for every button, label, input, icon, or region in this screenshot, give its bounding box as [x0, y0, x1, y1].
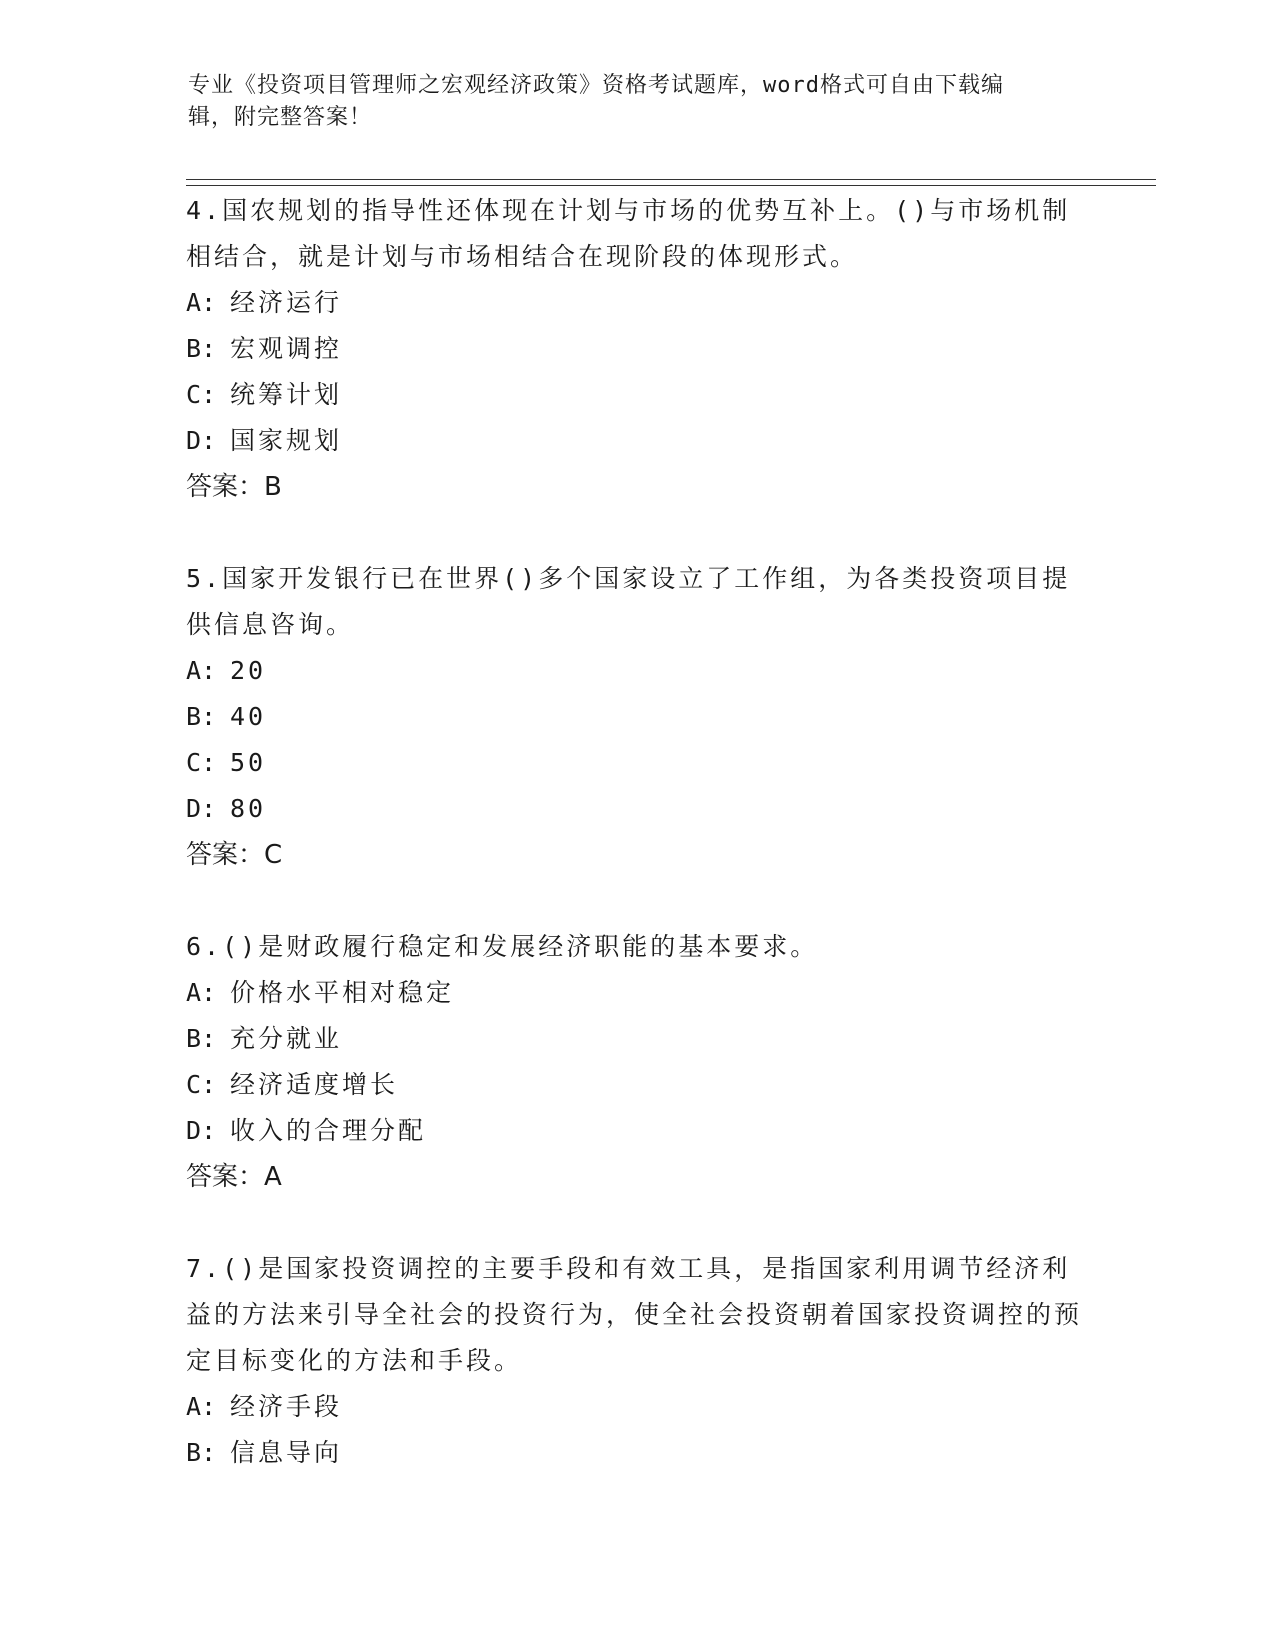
answer-line: 答案：C — [186, 840, 283, 870]
option-b — [186, 694, 1086, 740]
option-d — [186, 1108, 1086, 1154]
spacer — [186, 878, 1086, 924]
option-text: 统筹计划 — [230, 380, 343, 409]
option-c — [186, 740, 1086, 786]
question-6 — [186, 924, 1086, 1200]
question-list — [186, 188, 1086, 1476]
option-text: 经济手段 — [230, 1392, 343, 1421]
option-c — [186, 1062, 1086, 1108]
question-stem: 6.()是财政履行稳定和发展经济职能的基本要求。 — [186, 932, 819, 961]
option-key: D: — [186, 1116, 217, 1145]
question-stem: 7.()是国家投资调控的主要手段和有效工具，是指国家利用调节经济利益的方法来引导全社会的投资行为，使全社会投资朝着国家投资调控的预定目标变化的方法和手段。 — [186, 1254, 1083, 1375]
question-5 — [186, 556, 1086, 878]
option-a — [186, 1384, 1086, 1430]
header-divider-top — [186, 179, 1156, 180]
option-d — [186, 418, 1086, 464]
option-key: C: — [186, 380, 217, 409]
option-b — [186, 1430, 1086, 1476]
option-a — [186, 970, 1086, 1016]
option-key: A: — [186, 978, 217, 1007]
header-line-2: 辑，附完整答案！ — [188, 105, 373, 130]
option-text: 20 — [230, 656, 267, 685]
option-text: 经济运行 — [230, 288, 343, 317]
question-7 — [186, 1246, 1086, 1476]
option-d — [186, 786, 1086, 832]
option-key: D: — [186, 794, 217, 823]
option-key: D: — [186, 426, 217, 455]
option-key: B: — [186, 334, 217, 363]
question-stem: 4.国农规划的指导性还体现在计划与市场的优势互补上。()与市场机制相结合，就是计划与市场相结合在现阶段的体现形式。 — [186, 196, 1071, 271]
option-key: C: — [186, 1070, 217, 1099]
option-text: 经济适度增长 — [230, 1070, 399, 1099]
option-text: 价格水平相对稳定 — [230, 978, 455, 1007]
option-text: 50 — [230, 748, 267, 777]
option-b — [186, 1016, 1086, 1062]
option-text: 信息导向 — [230, 1438, 343, 1467]
option-text: 宏观调控 — [230, 334, 343, 363]
question-4 — [186, 188, 1086, 510]
document-header — [188, 70, 1068, 134]
option-a — [186, 648, 1086, 694]
option-text: 40 — [230, 702, 267, 731]
option-text: 收入的合理分配 — [230, 1116, 427, 1145]
option-key: A: — [186, 656, 217, 685]
option-text: 80 — [230, 794, 267, 823]
option-key: A: — [186, 1392, 217, 1421]
question-stem: 5.国家开发银行已在世界()多个国家设立了工作组，为各类投资项目提供信息咨询。 — [186, 564, 1071, 639]
option-c — [186, 372, 1086, 418]
option-text: 国家规划 — [230, 426, 343, 455]
answer-line: 答案：B — [186, 472, 282, 502]
spacer — [186, 510, 1086, 556]
option-key: B: — [186, 1438, 217, 1467]
option-key: A: — [186, 288, 217, 317]
answer-line: 答案：A — [186, 1162, 282, 1192]
option-a — [186, 280, 1086, 326]
header-divider-bottom — [186, 185, 1156, 186]
option-key: C: — [186, 748, 217, 777]
option-b — [186, 326, 1086, 372]
option-key: B: — [186, 1024, 217, 1053]
header-line-1: 专业《投资项目管理师之宏观经济政策》资格考试题库，word格式可自由下载编 — [188, 73, 1004, 98]
option-key: B: — [186, 702, 217, 731]
option-text: 充分就业 — [230, 1024, 343, 1053]
spacer — [186, 1200, 1086, 1246]
